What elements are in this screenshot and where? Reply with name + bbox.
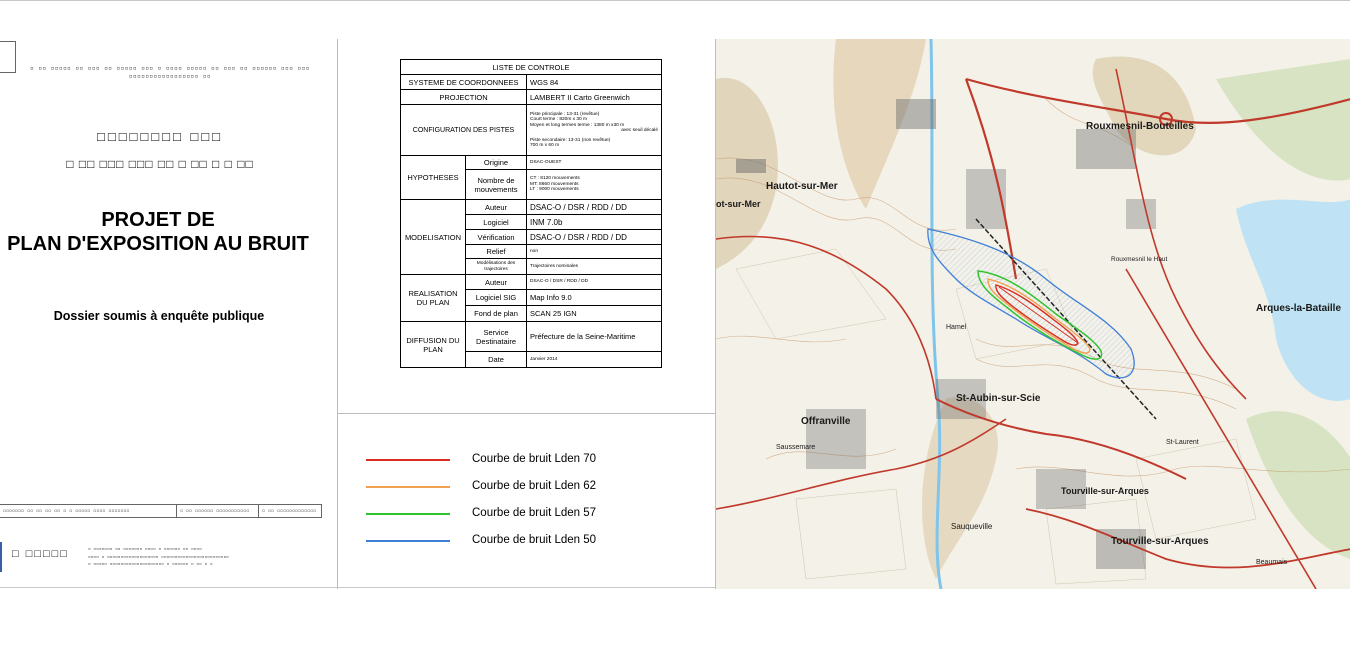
verification-value: DSAC-O / DSR / RDD / DD [527, 230, 662, 245]
auteur-label: Auteur [466, 200, 527, 215]
auteur-value: DSAC-O / DSR / RDD / DD [527, 200, 662, 215]
date-value: Janvier 2014 [527, 352, 662, 368]
relief-label: Relief [466, 245, 527, 259]
service-value: Préfecture de la Seine-Maritime [527, 322, 662, 352]
dossier-subtitle: Dossier soumis à enquête publique [53, 309, 265, 323]
place-ot-sur-mer: ot-sur-Mer [716, 199, 761, 209]
relief-value: non [527, 245, 662, 259]
diffusion-label: DIFFUSION DU PLAN [401, 322, 466, 368]
place-arques: Arques-la-Bataille [1256, 303, 1342, 314]
legend-swatch-lden62 [366, 486, 450, 488]
place-st-laurent: St-Laurent [1166, 439, 1199, 446]
origine-label: Origine [466, 156, 527, 170]
service-label: Service Destinataire [466, 322, 527, 352]
footer-address-line-2: ▫▫▫▫ ▫ ▫▫▫▫▫▫▫▫▫▫▫▫▫▫▫▫▫▫▫ ▫▫▫▫▫▫▫▫▫▫▫▫▫▫▫▫▫▫▫▫▫▫▫▫▫ [88, 555, 229, 560]
config-line-2: Court terme : 820m x 30 m [530, 117, 588, 122]
config-line-3: Moyen et long termes terme : 1380 m x30 m [530, 122, 625, 128]
place-offranville: Offranville [801, 416, 851, 427]
place-hautot: Hautot-sur-Mer [766, 181, 838, 192]
footer-address-line-1: ▫ ▫▫▫▫▫▫▫ ▫▫ ▫▫▫▫▫▫▫ ▫▫▫▫ ▫ ▫▫▫▫▫▫ ▫▫ ▫▫▫▫ [88, 547, 202, 552]
reference-table [0, 504, 322, 518]
modtraj-value: Trajectoires nominales [527, 259, 662, 275]
projection-label: PROJECTION [401, 90, 527, 105]
modtraj-label: Modélisations des trajectoires [466, 259, 527, 275]
mouvements-ct: CT : 8120 mouvements [530, 176, 580, 182]
config-line-1: Piste principale : 13-31 (revêtue) [530, 111, 600, 117]
logiciel-label: Logiciel [466, 215, 527, 230]
reference-cell-2: ▫ ▫▫ ▫▫▫▫▫▫ ▫▫▫▫▫▫▫▫▫▫▫ [176, 505, 258, 517]
panel-separator [338, 413, 715, 414]
fond-label: Fond de plan [466, 306, 527, 322]
config-line-6: 700 m x 60 m [530, 143, 560, 148]
liste-title: LISTE DE CONTROLE [401, 60, 662, 75]
systeme-value: WGS 84 [527, 75, 662, 90]
liste-controle-table [400, 59, 662, 368]
header-line-1: ▫ ▫▫ ▫▫▫▫▫ ▫▫ ▫▫▫ ▫▫ ▫▫▫▫▫ ▫▫▫ ▫ ▫▫▫▫ ▫▫▫▫▫ ▫▫ ▫▫▫ ▫▫ ▫▫▫▫▫▫ ▫▫▫ ▫▫▫ [30, 65, 310, 72]
legend-label-lden50: Courbe de bruit Lden 50 [472, 534, 597, 546]
info-panel [338, 39, 715, 589]
subheading-1: □□□□□□□□ □□□ [97, 129, 223, 144]
map-panel [715, 39, 1350, 589]
legend-swatch-lden50 [366, 540, 450, 542]
config-value [527, 105, 662, 156]
mouvements-value [527, 170, 662, 200]
origine-value: DSAC-OUEST [527, 156, 662, 170]
place-tourville-1: Tourville-sur-Arques [1061, 486, 1149, 496]
sig-value: Map Info 9.0 [527, 290, 662, 306]
config-line-4: avec seuil décalé [621, 128, 658, 133]
legend-swatch-lden57 [366, 513, 450, 515]
config-label: CONFIGURATION DES PISTES [401, 105, 527, 156]
place-tourville-2: Tourville-sur-Arques [1111, 536, 1209, 547]
place-rouxmesnil-haut: Rouxmesnil le Haut [1111, 256, 1168, 263]
title-panel [0, 39, 338, 589]
verification-label: Vérification [466, 230, 527, 245]
systeme-label: SYSTEME DE COORDONNEES [401, 75, 527, 90]
topographic-map [716, 39, 1350, 589]
sig-label: Logiciel SIG [466, 290, 527, 306]
realisation-label: REALISATION DU PLAN [401, 275, 466, 322]
project-title-line-2: PLAN D'EXPOSITION AU BRUIT [7, 233, 309, 255]
reference-cell-3: ▫ ▫▫ ▫▫▫▫▫▫▫▫▫▫▫▫▫ [258, 505, 322, 517]
fond-value: SCAN 25 IGN [527, 306, 662, 322]
footer-title: □ □□□□□ [12, 548, 69, 560]
real-auteur-label: Auteur [466, 275, 527, 290]
project-title-line-1: PROJET DE [101, 209, 215, 231]
legend-label-lden57: Courbe de bruit Lden 57 [472, 507, 597, 519]
place-beaumais: Beaumais [1256, 559, 1288, 566]
logo-frame [0, 41, 16, 73]
config-line-5: Piste secondaire: 13-31 (non revêtue) [530, 137, 611, 143]
reference-cell-1: ▫▫▫▫▫▫▫ ▫▫ ▫▫ ▫▫ ▫▫ ▫ ▫ ▫▫▫▫▫ ▫▫▫▫ ▫▫▫▫▫▫▫ [3, 508, 130, 514]
hypotheses-label: HYPOTHESES [401, 156, 466, 200]
subheading-2: □ □□ □□□ □□□ □□ □ □□ □ □ □□ [66, 157, 254, 171]
modelisation-label: MODELISATION [401, 200, 466, 275]
footer-address-line-3: ▫ ▫▫▫▫▫ ▫▫▫▫▫▫▫▫▫▫▫▫▫▫▫▫▫▫▫▫ ▫ ▫▫▫▫▫▫ ▫ ▫▫ ▫ ▫ [88, 562, 213, 567]
real-auteur-value: DSAC-O / DSR / RDD / DD [527, 275, 662, 290]
place-saussemare: Saussemare [776, 444, 816, 451]
date-label: Date [466, 352, 527, 368]
footer-accent-bar [0, 542, 2, 572]
place-rouxmesnil: Rouxmesnil-Bouteilles [1086, 121, 1194, 132]
place-st-aubin: St-Aubin-sur-Scie [956, 393, 1041, 404]
legend-label-lden70: Courbe de bruit Lden 70 [472, 453, 597, 465]
header-line-2: ▫▫▫▫▫▫▫▫▫▫▫▫▫▫▫▫▫ ▫▫ [128, 73, 212, 80]
mouvements-lt: LT : 9000 mouvements [530, 187, 579, 193]
legend-label-lden62: Courbe de bruit Lden 62 [472, 480, 597, 492]
place-sauqueville: Sauqueville [951, 522, 993, 531]
mouvements-mt: MT: 8660 mouvements [530, 181, 579, 187]
projection-value: LAMBERT II Carto Greenwich [527, 90, 662, 105]
legend-swatch-lden70 [366, 459, 450, 461]
logiciel-value: INM 7.0b [527, 215, 662, 230]
mouvements-label: Nombre de mouvements [466, 170, 527, 200]
place-hamel: Hamel [946, 324, 967, 331]
